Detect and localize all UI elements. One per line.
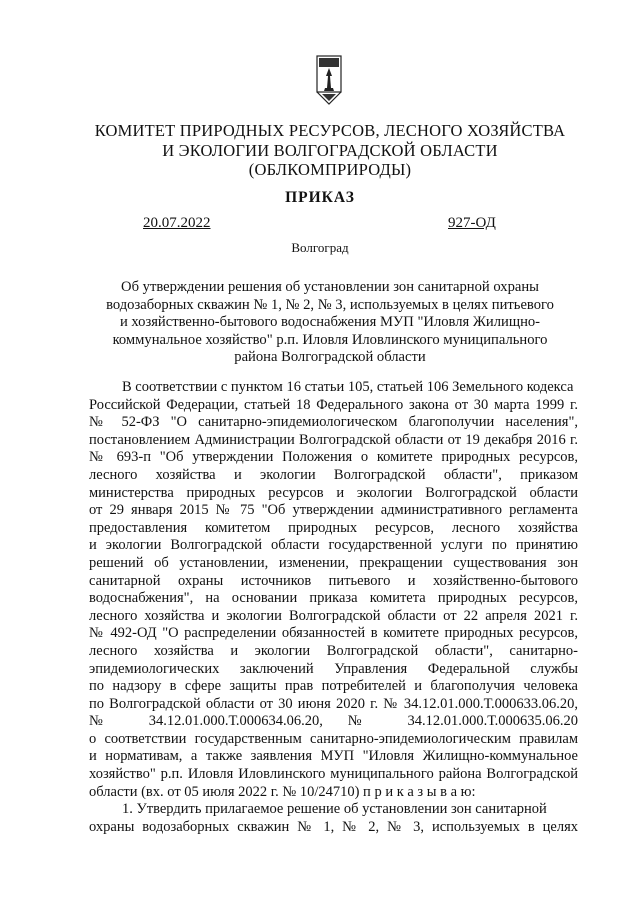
subject-line: Об утверждении решения об установлении зон санитарной охраны: [121, 279, 539, 295]
body-line: № 34.12.01.000.Т.000634.06.20, № 34.12.01.000.Т.000635.06.20: [89, 713, 578, 730]
order-number: 927-ОД: [448, 215, 496, 231]
body-line: эпидемиологических заключений Управления Федеральной службы: [89, 660, 578, 677]
body-line: Российской Федерации, статьей 18 Федерального закона от 30 марта 1999 г.: [89, 396, 578, 413]
volgograd-coat-of-arms-icon: [316, 54, 342, 106]
body-line: лесного хозяйства и экологии Волгоградской области", санитарно-: [89, 642, 578, 659]
subject-line: и хозяйственно-бытового водоснабжения МУП "Иловля Жилищно-: [119, 314, 541, 331]
body-line: и нормативам, а также заявления МУП "Иловля Жилищно-коммунальное: [89, 748, 578, 765]
committee-line: (ОБЛКОМПРИРОДЫ): [248, 160, 412, 179]
body-line: санитарной охраны источников питьевого и хозяйственно-бытового: [89, 572, 578, 589]
body-line: постановлением Администрации Волгоградской области от 19 декабря 2016 г.: [89, 431, 578, 448]
city-name: Волгоград: [291, 240, 349, 255]
body-line: 1. Утвердить прилагаемое решение об установлении зон санитарной: [122, 801, 547, 818]
body-line: по Волгоградской области от 30 июня 2020 г. № 34.12.01.000.Т.000633.06.20,: [89, 695, 578, 712]
body-line: предоставления комитетом природных ресурсов, лесного хозяйства: [89, 519, 578, 536]
body-line: № 492-ОД "О распределении обязанностей в комитете природных ресурсов,: [89, 625, 578, 642]
committee-line: КОМИТЕТ ПРИРОДНЫХ РЕСУРСОВ, ЛЕСНОГО ХОЗЯЙСТВА: [94, 121, 566, 140]
body-line: министерства природных ресурсов и экологии Волгоградской области: [89, 484, 578, 501]
body-line: от 29 января 2015 № 75 "Об утверждении административного регламента: [89, 502, 578, 519]
subject-line: водозаборных скважин № 1, № 2, № 3, используемых в целях питьевого: [106, 296, 554, 313]
document-type-title: ПРИКАЗ: [285, 189, 355, 206]
body-line: лесного хозяйства и экологии Волгоградской области", приказом: [89, 466, 578, 483]
body-line: В соответствии с пунктом 16 статьи 105, статьей 106 Земельного кодекса: [122, 379, 574, 395]
committee-name: [60, 121, 600, 180]
body-line: решений об установлении, изменении, прекращении существования зон: [89, 554, 578, 571]
order-subject: [60, 279, 600, 367]
body-line: № 693-п "Об утверждении Положения о комитете природных ресурсов,: [89, 449, 578, 466]
order-body: [89, 379, 578, 836]
subject-line: коммунальное хозяйство" р.п. Иловля Иловлинского муниципального: [112, 331, 548, 348]
body-line: области (вх. от 05 июля 2022 г. № 10/24710) п р и к а з ы в а ю:: [89, 783, 476, 800]
body-line: по надзору в сфере защиты прав потребителей и благополучия человека: [89, 678, 578, 695]
body-line: о соответствии государственным санитарно-эпидемиологическим правилам: [89, 730, 578, 747]
body-line: лесного хозяйства и экологии Волгоградской области от 22 апреля 2021 г.: [89, 607, 578, 624]
body-line: и экологии Волгоградской области государственной услуги по принятию: [89, 537, 578, 554]
subject-line: района Волгоградской области: [234, 349, 426, 366]
body-line: № 52-ФЗ "О санитарно-эпидемиологическом благополучии населения",: [89, 414, 578, 431]
order-date: 20.07.2022: [143, 215, 211, 231]
body-line: водоснабжения", на основании приказа комитета природных ресурсов,: [89, 590, 578, 607]
committee-line: И ЭКОЛОГИИ ВОЛГОГРАДСКОЙ ОБЛАСТИ: [162, 140, 498, 160]
body-line: хозяйство" р.п. Иловля Иловлинского муниципального района Волгоградской: [89, 766, 578, 783]
body-line: охраны водозаборных скважин № 1, № 2, № 3, используемых в целях: [89, 818, 578, 835]
